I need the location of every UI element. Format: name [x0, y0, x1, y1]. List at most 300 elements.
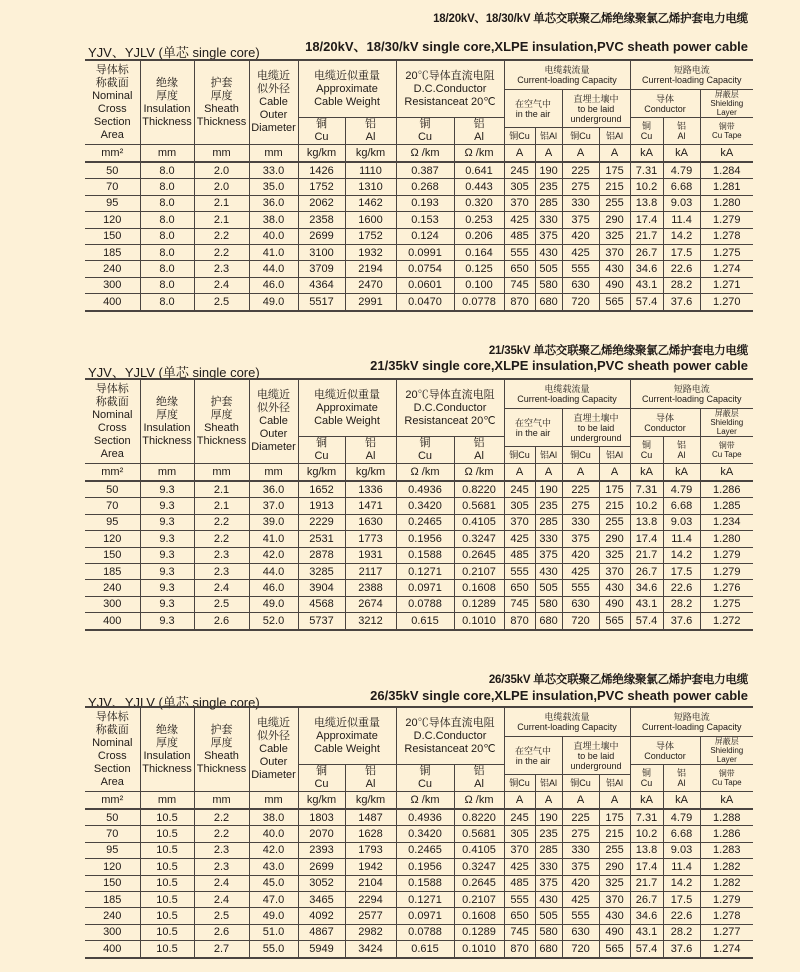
- table-row: [85, 613, 753, 630]
- header-resistance: 20℃导体直流电阻 D.C.Conductor Resistanceat 20℃: [396, 707, 504, 765]
- header-area: 导体标 称截面 Nominal Cross Section Area: [85, 60, 140, 145]
- table-cell: 235: [535, 498, 562, 514]
- table-cell: 26.7: [630, 244, 663, 260]
- model-label: YJV、YJLV (单芯 single core): [88, 695, 260, 710]
- table-cell: 9.3: [140, 580, 194, 596]
- header-diameter: 电缆近 似外径 Cable Outer Diameter: [249, 379, 298, 464]
- table-cell: 680: [535, 941, 562, 958]
- table-cell: 0.0601: [396, 277, 454, 293]
- table-cell: 37.6: [663, 294, 700, 311]
- table-row: [85, 228, 753, 244]
- table-cell: 1.275: [700, 596, 753, 612]
- table-cell: 2.2: [194, 826, 249, 842]
- table-cell: 2104: [345, 875, 396, 891]
- table-cell: 8.0: [140, 179, 194, 195]
- table-cell: 1.284: [700, 162, 753, 179]
- table-cell: 3285: [298, 563, 345, 579]
- table-cell: 275: [562, 179, 599, 195]
- header-air-al: 铝Al: [535, 128, 562, 145]
- table-cell: 485: [504, 875, 535, 891]
- unit-cell: A: [504, 464, 535, 482]
- header-cu-tape: 铜带 Cu Tape: [700, 437, 753, 464]
- header-conductor-cu: 铜 Cu: [630, 765, 663, 792]
- table-cell: 10.2: [630, 826, 663, 842]
- table-cell: 2.6: [194, 613, 249, 630]
- table-cell: 0.615: [396, 941, 454, 958]
- table-cell: 8.0: [140, 195, 194, 211]
- table-cell: 0.100: [454, 277, 504, 293]
- table-cell: 9.3: [140, 596, 194, 612]
- table-cell: 745: [504, 924, 535, 940]
- table-cell: 5517: [298, 294, 345, 311]
- table-row: [85, 547, 753, 563]
- table-cell: 240: [85, 908, 140, 924]
- table-cell: 0.2645: [454, 547, 504, 563]
- table-row: [85, 859, 753, 875]
- header-res-al: 铝 Al: [454, 118, 504, 145]
- table-cell: 1.279: [700, 563, 753, 579]
- table-cell: 41.0: [249, 244, 298, 260]
- table-cell: 305: [504, 179, 535, 195]
- table-cell: 1.279: [700, 212, 753, 228]
- header-in-air: 在空气中 in the air: [504, 737, 562, 775]
- table-cell: 400: [85, 613, 140, 630]
- table-cell: 1.278: [700, 228, 753, 244]
- units-row: [85, 464, 753, 482]
- header-weight: 电缆近似重量 Approximate Cable Weight: [298, 379, 396, 437]
- table-cell: 1.281: [700, 179, 753, 195]
- table-cell: 3709: [298, 261, 345, 277]
- table-row: [85, 195, 753, 211]
- table-cell: 375: [562, 212, 599, 228]
- table-cell: 425: [562, 244, 599, 260]
- unit-cell: mm²: [85, 464, 140, 482]
- table-cell: 1.283: [700, 842, 753, 858]
- unit-cell: mm: [140, 792, 194, 810]
- header-shielding: 屏蔽层 Shielding Layer: [700, 737, 753, 765]
- table-cell: 235: [535, 826, 562, 842]
- table-cell: 430: [599, 261, 630, 277]
- table-cell: 0.3247: [454, 859, 504, 875]
- table-cell: 300: [85, 924, 140, 940]
- table-cell: 555: [562, 580, 599, 596]
- table-cell: 3904: [298, 580, 345, 596]
- table-cell: 0.2107: [454, 563, 504, 579]
- spec-table: [85, 378, 753, 631]
- table-cell: 95: [85, 842, 140, 858]
- header-current: 电缆载流量 Current-loading Capacity: [504, 379, 630, 409]
- table-cell: 1803: [298, 809, 345, 826]
- table-cell: 9.03: [663, 842, 700, 858]
- table-cell: 490: [599, 277, 630, 293]
- unit-cell: mm: [194, 792, 249, 810]
- header-current: 电缆载流量 Current-loading Capacity: [504, 60, 630, 90]
- table-cell: 330: [562, 842, 599, 858]
- table-cell: 43.1: [630, 277, 663, 293]
- table-cell: 870: [504, 941, 535, 958]
- table-cell: 1.279: [700, 891, 753, 907]
- table-cell: 1.282: [700, 875, 753, 891]
- table-cell: 26.7: [630, 563, 663, 579]
- table-cell: 9.3: [140, 481, 194, 498]
- header-weight-al: 铝 Al: [345, 118, 396, 145]
- table-cell: 1942: [345, 859, 396, 875]
- header-conductor-al: 铝 Al: [663, 765, 700, 792]
- header-air-cu: 铜Cu: [504, 128, 535, 145]
- table-cell: 215: [599, 179, 630, 195]
- header-weight-al: 铝 Al: [345, 765, 396, 792]
- table-cell: 4.79: [663, 809, 700, 826]
- table-cell: 650: [504, 908, 535, 924]
- table-cell: 255: [599, 514, 630, 530]
- table-row: [85, 809, 753, 826]
- table-cell: 34.6: [630, 261, 663, 277]
- table-cell: 11.4: [663, 531, 700, 547]
- header-diameter: 电缆近 似外径 Cable Outer Diameter: [249, 60, 298, 145]
- table-cell: 14.2: [663, 547, 700, 563]
- table-cell: 1.272: [700, 613, 753, 630]
- table-cell: 175: [599, 809, 630, 826]
- table-cell: 45.0: [249, 875, 298, 891]
- table-cell: 3424: [345, 941, 396, 958]
- table-cell: 630: [562, 277, 599, 293]
- table-cell: 7.31: [630, 162, 663, 179]
- table-cell: 505: [535, 908, 562, 924]
- table-cell: 9.3: [140, 498, 194, 514]
- table-cell: 485: [504, 228, 535, 244]
- table-cell: 13.8: [630, 195, 663, 211]
- unit-cell: A: [535, 792, 562, 810]
- table-cell: 0.1588: [396, 547, 454, 563]
- title-chinese: 21/35kV 单芯交联聚乙烯绝缘聚氯乙烯护套电力电缆: [488, 345, 748, 357]
- table-cell: 1793: [345, 842, 396, 858]
- unit-cell: kg/km: [345, 145, 396, 163]
- table-cell: 2.2: [194, 228, 249, 244]
- table-cell: 2.4: [194, 891, 249, 907]
- table-cell: 51.0: [249, 924, 298, 940]
- table-cell: 46.0: [249, 277, 298, 293]
- table-cell: 49.0: [249, 294, 298, 311]
- table-cell: 1.276: [700, 580, 753, 596]
- table-cell: 1.278: [700, 908, 753, 924]
- table-cell: 0.4936: [396, 481, 454, 498]
- table-cell: 370: [504, 842, 535, 858]
- table-row: [85, 179, 753, 195]
- table-cell: 430: [599, 908, 630, 924]
- title-english: 18/20kV、18/30/kV single core,XLPE insulation,PVC sheath power cable: [305, 39, 748, 54]
- table-cell: 42.0: [249, 547, 298, 563]
- table-cell: 870: [504, 294, 535, 311]
- table-cell: 0.125: [454, 261, 504, 277]
- table-header: [85, 707, 753, 809]
- table-cell: 0.3420: [396, 826, 454, 842]
- table-cell: 95: [85, 195, 140, 211]
- table-row: [85, 514, 753, 530]
- unit-cell: A: [599, 145, 630, 163]
- table-cell: 4867: [298, 924, 345, 940]
- table-cell: 1.280: [700, 195, 753, 211]
- unit-cell: A: [599, 464, 630, 482]
- table-cell: 1932: [345, 244, 396, 260]
- header-short-circuit: 短路电流 Current-loading Capacity: [630, 60, 753, 90]
- header-sheath: 护套 厚度 Sheath Thickness: [194, 379, 249, 464]
- table-header: [85, 60, 753, 162]
- table-cell: 4568: [298, 596, 345, 612]
- table-cell: 10.5: [140, 826, 194, 842]
- table-cell: 37.6: [663, 613, 700, 630]
- table-cell: 11.4: [663, 212, 700, 228]
- table-cell: 9.03: [663, 195, 700, 211]
- table-cell: 2470: [345, 277, 396, 293]
- header-underground-al: 铝Al: [599, 128, 630, 145]
- table-cell: 1.271: [700, 277, 753, 293]
- table-cell: 2.0: [194, 162, 249, 179]
- table-cell: 745: [504, 596, 535, 612]
- table-cell: 28.2: [663, 596, 700, 612]
- table-cell: 1628: [345, 826, 396, 842]
- table-cell: 175: [599, 481, 630, 498]
- table-cell: 325: [599, 547, 630, 563]
- header-shielding: 屏蔽层 Shielding Layer: [700, 409, 753, 437]
- unit-cell: A: [562, 792, 599, 810]
- table-cell: 190: [535, 162, 562, 179]
- header-in-air: 在空气中 in the air: [504, 90, 562, 128]
- table-cell: 485: [504, 547, 535, 563]
- table-cell: 46.0: [249, 580, 298, 596]
- header-conductor: 导体 Conductor: [630, 737, 700, 765]
- table-cell: 580: [535, 924, 562, 940]
- table-cell: 2.3: [194, 563, 249, 579]
- table-cell: 330: [535, 212, 562, 228]
- table-cell: 22.6: [663, 580, 700, 596]
- table-cell: 120: [85, 212, 140, 228]
- unit-cell: Ω /km: [454, 464, 504, 482]
- table-cell: 0.4936: [396, 809, 454, 826]
- table-cell: 35.0: [249, 179, 298, 195]
- table-cell: 43.0: [249, 859, 298, 875]
- table-cell: 10.5: [140, 875, 194, 891]
- table-cell: 8.0: [140, 212, 194, 228]
- table-cell: 3465: [298, 891, 345, 907]
- table-cell: 38.0: [249, 809, 298, 826]
- table-cell: 1.274: [700, 261, 753, 277]
- table-cell: 26.7: [630, 891, 663, 907]
- table-cell: 330: [535, 859, 562, 875]
- table-cell: 290: [599, 212, 630, 228]
- table-cell: 0.2465: [396, 514, 454, 530]
- table-cell: 370: [599, 244, 630, 260]
- table-cell: 430: [599, 580, 630, 596]
- table-cell: 185: [85, 244, 140, 260]
- table-cell: 1752: [298, 179, 345, 195]
- header-underground-cu: 铜Cu: [562, 775, 599, 792]
- header-underground-al: 铝Al: [599, 447, 630, 464]
- header-weight: 电缆近似重量 Approximate Cable Weight: [298, 707, 396, 765]
- table-cell: 400: [85, 294, 140, 311]
- table-cell: 10.5: [140, 809, 194, 826]
- table-cell: 1.277: [700, 924, 753, 940]
- table-cell: 36.0: [249, 195, 298, 211]
- table-cell: 0.3247: [454, 531, 504, 547]
- table-cell: 2.3: [194, 547, 249, 563]
- table-cell: 1.288: [700, 809, 753, 826]
- table-cell: 5737: [298, 613, 345, 630]
- table-cell: 2070: [298, 826, 345, 842]
- table-cell: 555: [504, 244, 535, 260]
- table-cell: 375: [535, 875, 562, 891]
- table-cell: 8.0: [140, 294, 194, 311]
- table-cell: 0.164: [454, 244, 504, 260]
- table-cell: 425: [504, 859, 535, 875]
- header-conductor-cu: 铜 Cu: [630, 118, 663, 145]
- table-cell: 0.641: [454, 162, 504, 179]
- header-weight: 电缆近似重量 Approximate Cable Weight: [298, 60, 396, 118]
- table-cell: 370: [504, 195, 535, 211]
- table-cell: 8.0: [140, 228, 194, 244]
- table-cell: 275: [562, 498, 599, 514]
- table-cell: 2.3: [194, 261, 249, 277]
- table-cell: 240: [85, 261, 140, 277]
- header-air-cu: 铜Cu: [504, 447, 535, 464]
- header-res-al: 铝 Al: [454, 765, 504, 792]
- header-short-circuit: 短路电流 Current-loading Capacity: [630, 379, 753, 409]
- header-weight-cu: 铜 Cu: [298, 118, 345, 145]
- title-chinese: 26/35kV 单芯交联聚乙烯绝缘聚氯乙烯护套电力电缆: [488, 674, 748, 686]
- table-cell: 41.0: [249, 531, 298, 547]
- unit-cell: kA: [630, 145, 663, 163]
- table-cell: 43.1: [630, 596, 663, 612]
- table-cell: 57.4: [630, 294, 663, 311]
- table-cell: 1600: [345, 212, 396, 228]
- header-insulation: 绝缘 厚度 Insulation Thickness: [140, 379, 194, 464]
- table-cell: 57.4: [630, 613, 663, 630]
- header-weight-cu: 铜 Cu: [298, 437, 345, 464]
- header-weight-cu: 铜 Cu: [298, 765, 345, 792]
- table-cell: 370: [599, 891, 630, 907]
- unit-cell: mm²: [85, 792, 140, 810]
- header-air-cu: 铜Cu: [504, 775, 535, 792]
- table-cell: 2982: [345, 924, 396, 940]
- table-cell: 255: [599, 195, 630, 211]
- unit-cell: A: [535, 464, 562, 482]
- table-cell: 39.0: [249, 514, 298, 530]
- unit-cell: mm: [194, 145, 249, 163]
- table-cell: 9.3: [140, 531, 194, 547]
- header-diameter: 电缆近 似外径 Cable Outer Diameter: [249, 707, 298, 792]
- header-air-al: 铝Al: [535, 775, 562, 792]
- unit-cell: kg/km: [345, 792, 396, 810]
- table-cell: 2991: [345, 294, 396, 311]
- table-cell: 10.5: [140, 859, 194, 875]
- table-row: [85, 244, 753, 260]
- unit-cell: kg/km: [298, 792, 345, 810]
- table-cell: 580: [535, 596, 562, 612]
- table-cell: 1.270: [700, 294, 753, 311]
- unit-cell: kg/km: [345, 464, 396, 482]
- header-short-circuit: 短路电流 Current-loading Capacity: [630, 707, 753, 737]
- header-resistance: 20℃导体直流电阻 D.C.Conductor Resistanceat 20℃: [396, 379, 504, 437]
- table-cell: 2.0: [194, 179, 249, 195]
- table-cell: 2117: [345, 563, 396, 579]
- table-cell: 5949: [298, 941, 345, 958]
- table-cell: 0.443: [454, 179, 504, 195]
- table-row: [85, 924, 753, 940]
- table-cell: 17.5: [663, 891, 700, 907]
- header-resistance: 20℃导体直流电阻 D.C.Conductor Resistanceat 20℃: [396, 60, 504, 118]
- table-cell: 0.0971: [396, 908, 454, 924]
- table-cell: 0.0754: [396, 261, 454, 277]
- table-cell: 430: [535, 891, 562, 907]
- table-cell: 1.286: [700, 826, 753, 842]
- unit-cell: mm: [249, 145, 298, 163]
- table-cell: 10.5: [140, 842, 194, 858]
- table-cell: 21.7: [630, 875, 663, 891]
- header-res-al: 铝 Al: [454, 437, 504, 464]
- table-cell: 9.3: [140, 514, 194, 530]
- table-cell: 720: [562, 294, 599, 311]
- table-cell: 2358: [298, 212, 345, 228]
- table-cell: 425: [504, 212, 535, 228]
- table-cell: 2.5: [194, 908, 249, 924]
- table-cell: 50: [85, 809, 140, 826]
- table-cell: 42.0: [249, 842, 298, 858]
- table-cell: 240: [85, 580, 140, 596]
- table-cell: 0.8220: [454, 809, 504, 826]
- table-cell: 375: [535, 547, 562, 563]
- table-cell: 215: [599, 498, 630, 514]
- table-cell: 375: [562, 531, 599, 547]
- table-cell: 0.320: [454, 195, 504, 211]
- table-row: [85, 294, 753, 311]
- unit-cell: kA: [663, 145, 700, 163]
- table-cell: 325: [599, 875, 630, 891]
- table-row: [85, 580, 753, 596]
- table-cell: 3212: [345, 613, 396, 630]
- table-cell: 430: [535, 244, 562, 260]
- table-cell: 0.615: [396, 613, 454, 630]
- unit-cell: kA: [700, 145, 753, 163]
- table-cell: 325: [599, 228, 630, 244]
- table-cell: 37.6: [663, 941, 700, 958]
- table-cell: 0.1289: [454, 596, 504, 612]
- header-in-air: 在空气中 in the air: [504, 409, 562, 447]
- table-cell: 0.0991: [396, 244, 454, 260]
- table-row: [85, 842, 753, 858]
- table-cell: 0.0788: [396, 924, 454, 940]
- table-cell: 0.193: [396, 195, 454, 211]
- table-cell: 650: [504, 261, 535, 277]
- table-cell: 1310: [345, 179, 396, 195]
- model-label: YJV、YJLV (单芯 single core): [88, 45, 260, 60]
- table-cell: 6.68: [663, 179, 700, 195]
- table-cell: 0.2107: [454, 891, 504, 907]
- table-cell: 13.8: [630, 842, 663, 858]
- table-header: [85, 379, 753, 481]
- table-cell: 55.0: [249, 941, 298, 958]
- header-area: 导体标 称截面 Nominal Cross Section Area: [85, 707, 140, 792]
- table-cell: 745: [504, 277, 535, 293]
- table-cell: 6.68: [663, 826, 700, 842]
- table-cell: 40.0: [249, 228, 298, 244]
- table-cell: 330: [535, 531, 562, 547]
- table-cell: 2062: [298, 195, 345, 211]
- table-row: [85, 498, 753, 514]
- table-cell: 0.0788: [396, 596, 454, 612]
- table-cell: 1.274: [700, 941, 753, 958]
- table-cell: 2.1: [194, 498, 249, 514]
- table-row: [85, 875, 753, 891]
- table-cell: 0.1608: [454, 908, 504, 924]
